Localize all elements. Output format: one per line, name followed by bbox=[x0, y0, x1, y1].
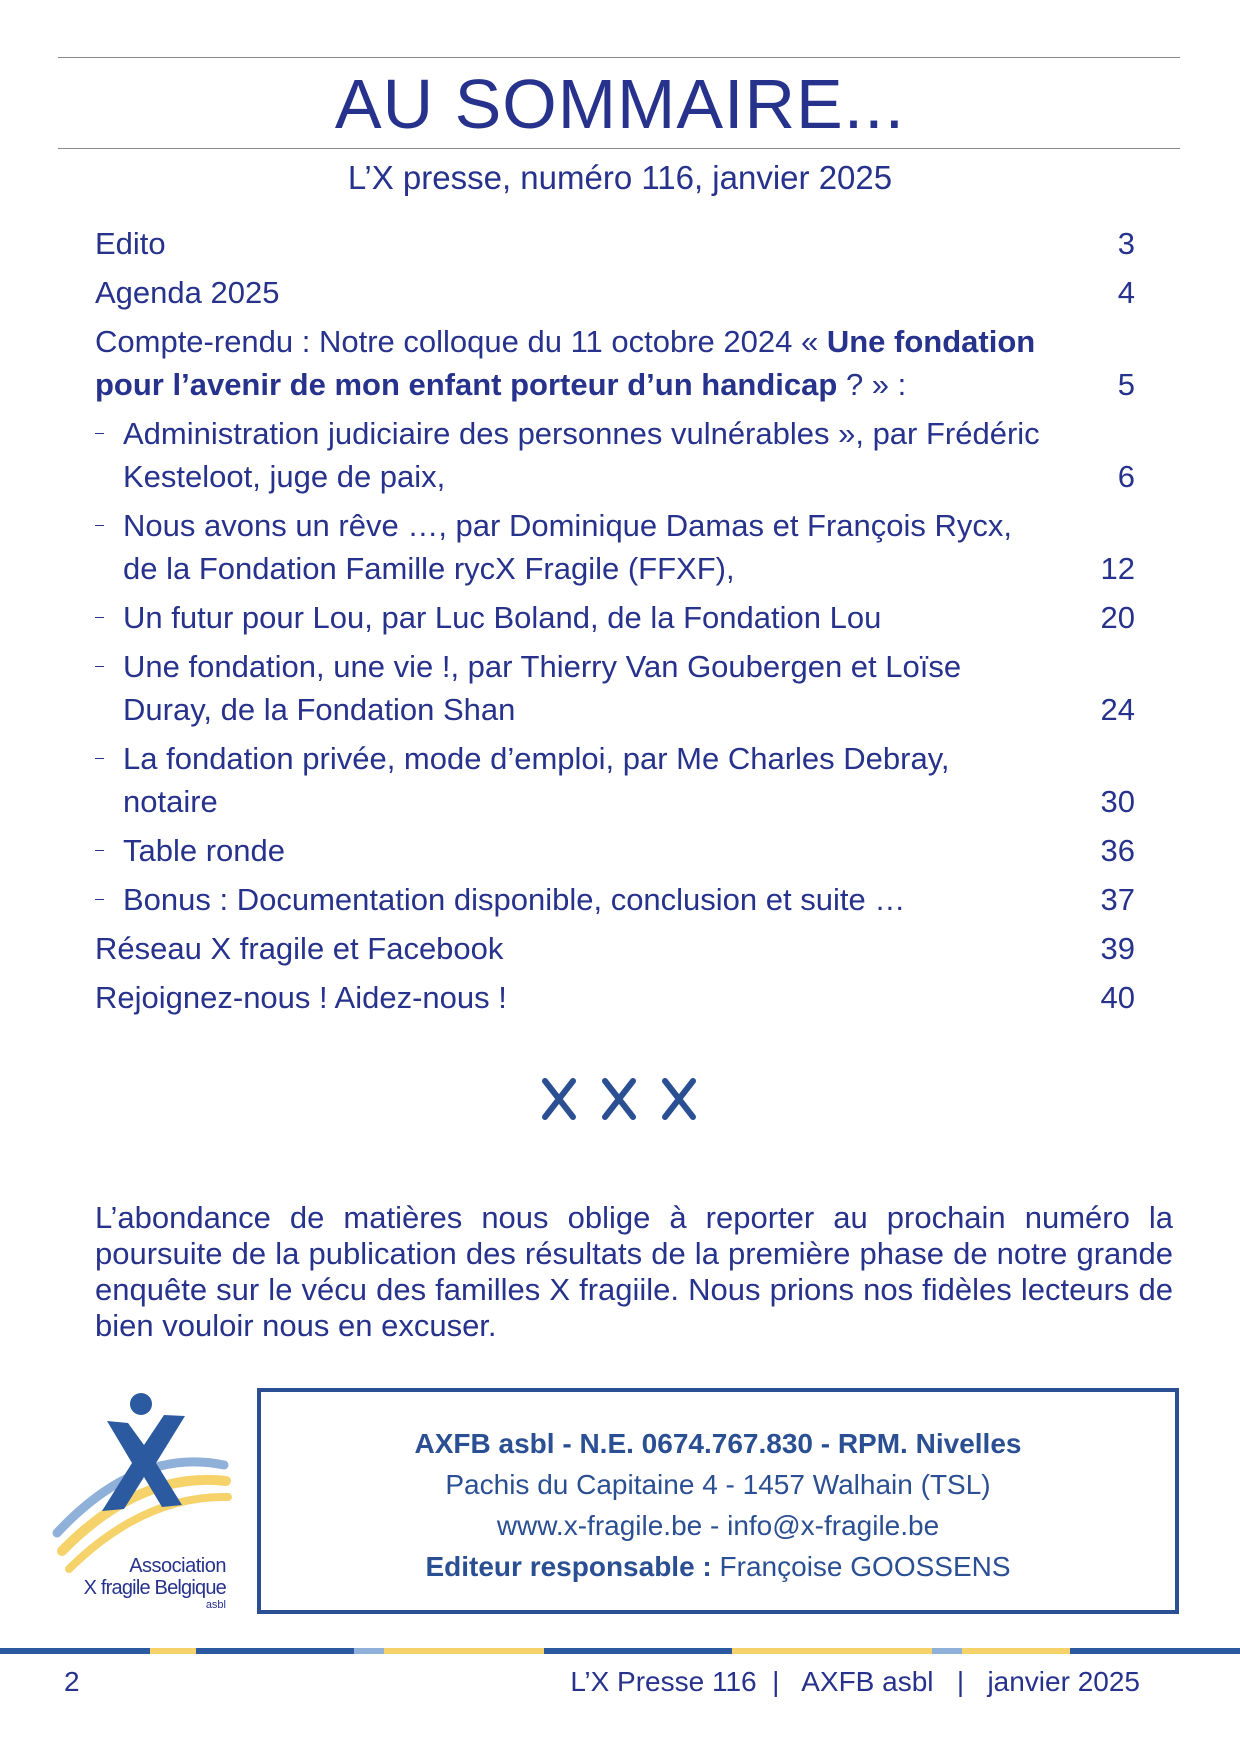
issue-subtitle: L’X presse, numéro 116, janvier 2025 bbox=[347, 159, 893, 196]
footer-publication-info: L’X Presse 116 | AXFB asbl | janvier 2025 bbox=[570, 1666, 1140, 1697]
toc-page-number: 6 bbox=[1117, 459, 1135, 494]
toc-entry bbox=[95, 320, 1135, 406]
toc-subentry bbox=[95, 504, 1135, 590]
dash-bullet-icon bbox=[95, 433, 104, 434]
toc-title-part: Nous avons un rêve …, par Dominique Damas et François Rycx, de la Fondation Famille rycX Fragile (FFXF), bbox=[123, 508, 1013, 586]
toc-entry bbox=[95, 976, 1135, 1019]
dash-bullet-icon bbox=[95, 617, 104, 618]
toc-title-part: Table ronde bbox=[123, 833, 286, 868]
info-editor-name: Françoise GOOSSENS bbox=[711, 1551, 1011, 1582]
info-registration: AXFB asbl - N.E. 0674.767.830 - RPM. Nivelles bbox=[414, 1428, 1022, 1459]
toc-page-number: 30 bbox=[1100, 784, 1135, 819]
table-of-contents bbox=[95, 222, 1135, 1025]
toc-title-part: Une fondation, une vie !, par Thierry Van Goubergen et Loïse Duray, de la Fondation Shan bbox=[123, 649, 962, 727]
toc-page-number: 39 bbox=[1100, 931, 1135, 966]
toc-page-number: 37 bbox=[1100, 882, 1135, 917]
logo-caption bbox=[60, 1555, 226, 1611]
toc-entry bbox=[95, 927, 1135, 970]
toc-page-number: 4 bbox=[1117, 275, 1135, 310]
footer-color-stripe bbox=[0, 1648, 1240, 1654]
top-rule bbox=[58, 57, 1180, 58]
toc-title-part: Rejoignez-nous ! Aidez-nous ! bbox=[95, 980, 507, 1015]
title-underline bbox=[58, 148, 1180, 149]
toc-title-part: Une fondation pour l’avenir de mon enfant porteur d’un handicap bbox=[95, 324, 1036, 402]
notice-paragraph: L’abondance de matières nous oblige à reporter au prochain numéro la poursuite de la publication des résultats de la première phase de notre grande enquête sur le vécu des familles X fragiile. Nous prions nos fidèles lecteurs de bien vouloir nous en excuser. bbox=[95, 1200, 1173, 1343]
footer-page-number: 2 bbox=[64, 1666, 80, 1697]
toc-title-part: Agenda 2025 bbox=[95, 275, 280, 310]
toc-entry-title bbox=[95, 829, 1135, 872]
toc-subentry bbox=[95, 829, 1135, 872]
toc-page-number: 40 bbox=[1100, 980, 1135, 1015]
toc-page-number: 12 bbox=[1100, 551, 1135, 586]
toc-entry-title bbox=[95, 504, 1135, 590]
page-title: AU SOMMAIRE... bbox=[334, 65, 906, 143]
toc-entry-title bbox=[95, 976, 1135, 1019]
toc-entry-title bbox=[95, 412, 1135, 498]
toc-entry-title bbox=[95, 878, 1135, 921]
toc-subentry bbox=[95, 645, 1135, 731]
toc-entry-title bbox=[95, 596, 1135, 639]
publisher-info-box bbox=[257, 1388, 1179, 1614]
logo-line-association: Association bbox=[129, 1555, 226, 1577]
toc-entry bbox=[95, 222, 1135, 265]
toc-subentry bbox=[95, 596, 1135, 639]
toc-title-part: La fondation privée, mode d’emploi, par Me Charles Debray, notaire bbox=[123, 741, 950, 819]
toc-title-part: Administration judiciaire des personnes vulnérables », par Frédéric Kesteloot, juge de paix, bbox=[123, 416, 1040, 494]
dash-bullet-icon bbox=[95, 758, 104, 759]
info-contact: www.x-fragile.be - info@x-fragile.be bbox=[496, 1510, 940, 1541]
toc-entry-title bbox=[95, 645, 1135, 731]
toc-title-part: Un futur pour Lou, par Luc Boland, de la Fondation Lou bbox=[123, 600, 882, 635]
toc-entry bbox=[95, 271, 1135, 314]
info-editor-label: Editeur responsable : bbox=[425, 1551, 712, 1582]
dash-bullet-icon bbox=[95, 525, 104, 526]
toc-title-part: ? » : bbox=[837, 367, 907, 402]
toc-page-number: 3 bbox=[1117, 226, 1135, 261]
toc-entry-title bbox=[95, 271, 1135, 314]
info-address: Pachis du Capitaine 4 - 1457 Walhain (TSL) bbox=[445, 1469, 991, 1500]
logo-line-asbl: asbl bbox=[205, 1599, 226, 1611]
dash-bullet-icon bbox=[95, 899, 104, 900]
logo-line-name: X fragile Belgique bbox=[83, 1577, 226, 1599]
toc-title-part: Bonus : Documentation disponible, conclusion et suite … bbox=[123, 882, 906, 917]
toc-entry-title bbox=[95, 320, 1135, 406]
toc-subentry bbox=[95, 737, 1135, 823]
toc-page-number: 5 bbox=[1117, 367, 1135, 402]
xxx-separator-icon bbox=[537, 1075, 707, 1125]
toc-page-number: 20 bbox=[1100, 600, 1135, 635]
toc-title-part: Réseau X fragile et Facebook bbox=[95, 931, 504, 966]
toc-entry-title bbox=[95, 927, 1135, 970]
toc-entry-title bbox=[95, 737, 1135, 823]
toc-page-number: 24 bbox=[1100, 692, 1135, 727]
toc-title-part: Edito bbox=[95, 226, 166, 261]
info-editor bbox=[261, 1546, 1175, 1587]
toc-subentry bbox=[95, 412, 1135, 498]
toc-title-part: Compte-rendu : Notre colloque du 11 octobre 2024 « bbox=[95, 324, 827, 359]
toc-entry-title bbox=[95, 222, 1135, 265]
toc-subentry bbox=[95, 878, 1135, 921]
dash-bullet-icon bbox=[95, 850, 104, 851]
dash-bullet-icon bbox=[95, 666, 104, 667]
toc-page-number: 36 bbox=[1100, 833, 1135, 868]
